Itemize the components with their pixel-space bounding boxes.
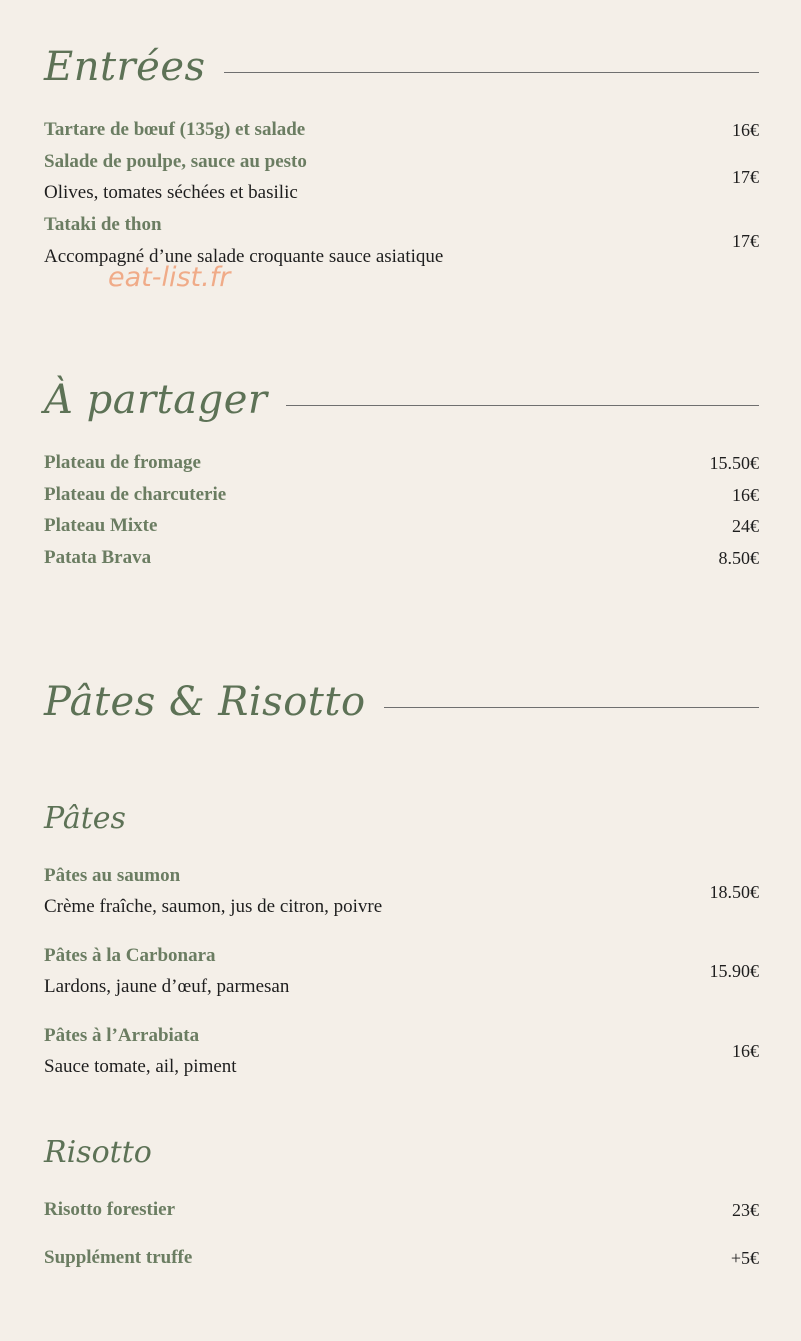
menu-item-price: 23€ [732,1200,759,1220]
section-divider [286,405,760,406]
section-divider [224,72,759,73]
menu-item-name: Tartare de bœuf (135g) et salade [44,119,306,140]
watermark-text: eat-list.fr [108,262,231,293]
section-title-pates-risotto: Pâtes & Risotto [44,679,366,725]
menu-item-description: Crème fraîche, saumon, jus de citron, poivre [44,896,383,917]
menu-item-name: Tataki de thon [44,214,162,235]
menu-item-price: 18.50€ [709,882,759,902]
menu-item-name: Salade de poulpe, sauce au pesto [44,151,307,172]
menu-item-name: Patata Brava [44,547,152,568]
menu-item-price: 17€ [732,231,759,251]
subsection-title-pates: Pâtes [44,801,126,836]
section-title-partager: À partager [44,377,268,423]
menu-item-description: Accompagné d’une salade croquante sauce asiatique [44,246,444,267]
menu-item-name: Pâtes à la Carbonara [44,945,216,966]
menu-item-description: Olives, tomates séchées et basilic [44,182,298,203]
menu-item-name: Plateau de charcuterie [44,484,227,505]
menu-item-name: Risotto forestier [44,1199,176,1220]
menu-item-name: Pâtes au saumon [44,865,181,886]
section-header-entrees [44,44,759,90]
menu-item-price: 15.50€ [709,453,759,473]
menu-item-name: Pâtes à l’Arrabiata [44,1025,200,1046]
menu-item-name: Supplément truffe [44,1247,193,1268]
menu-item-price: 8.50€ [718,548,759,568]
menu-item-price: 16€ [732,1041,759,1061]
menu-item-description: Sauce tomate, ail, piment [44,1056,237,1077]
menu-item-price: 24€ [732,516,759,536]
menu-item-name: Plateau Mixte [44,515,158,536]
menu-item-name: Plateau de fromage [44,452,201,473]
menu-item-price: 15.90€ [709,961,759,981]
section-divider [384,707,759,708]
subsection-title-risotto: Risotto [44,1135,152,1170]
section-title-entrees: Entrées [44,44,206,90]
menu-item-price: 16€ [732,485,759,505]
menu-item-price: 16€ [732,120,759,140]
section-header-partager [44,377,759,423]
menu-item-price: +5€ [730,1248,759,1268]
menu-item-price: 17€ [732,167,759,187]
section-header-pates-risotto [44,679,759,725]
menu-item-description: Lardons, jaune d’œuf, parmesan [44,976,290,997]
